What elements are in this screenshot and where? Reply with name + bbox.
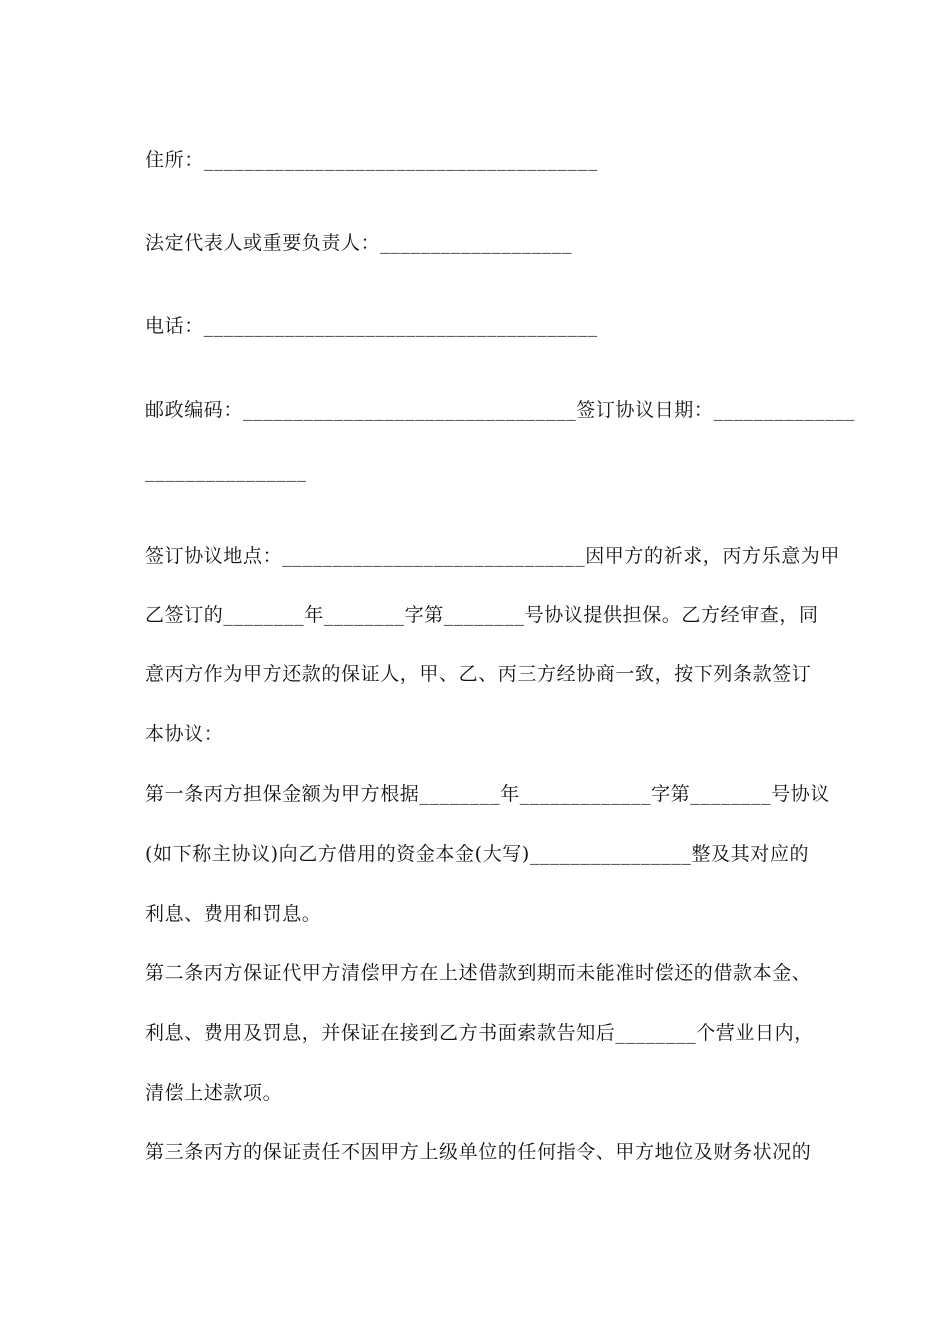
article-1-line: (如下称主协议)向乙方借用的资金本金(大写)________________整及其对应的: [145, 843, 810, 865]
address-line: 住所：_______________________________________: [145, 149, 598, 171]
article-2-line: 清偿上述款项。: [145, 1082, 283, 1104]
paragraph-line: 意丙方作为甲方还款的保证人，甲、乙、丙三方经协商一致，按下列条款签订: [145, 663, 812, 685]
paragraph-line: 乙签订的________年________字第________号协议提供担保。乙方经审查，同: [145, 604, 819, 626]
legal-representative-line: 法定代表人或重要负责人：___________________: [145, 232, 573, 254]
phone-line: 电话：_______________________________________: [145, 315, 598, 337]
article-2-line: 第二条丙方保证代甲方清偿甲方在上述借款到期而未能准时偿还的借款本金、: [145, 962, 812, 984]
sign-date-continuation-line: ________________: [145, 460, 307, 482]
paragraph-line: 本协议：: [145, 723, 224, 745]
article-3-line: 第三条丙方的保证责任不因甲方上级单位的任何指令、甲方地位及财务状况的: [145, 1141, 812, 1163]
sign-place-line: 签订协议地点：______________________________因甲方的祈求，丙方乐意为甲: [145, 545, 841, 567]
article-1-line: 利息、费用和罚息。: [145, 903, 322, 925]
postal-code-sign-date-line: 邮政编码：_________________________________签订协议日期：______________: [145, 399, 855, 421]
article-2-line: 利息、费用及罚息，并保证在接到乙方书面索款告知后________个营业日内，: [145, 1022, 814, 1044]
article-1-line: 第一条丙方担保金额为甲方根据________年_____________字第________号协议: [145, 783, 830, 805]
